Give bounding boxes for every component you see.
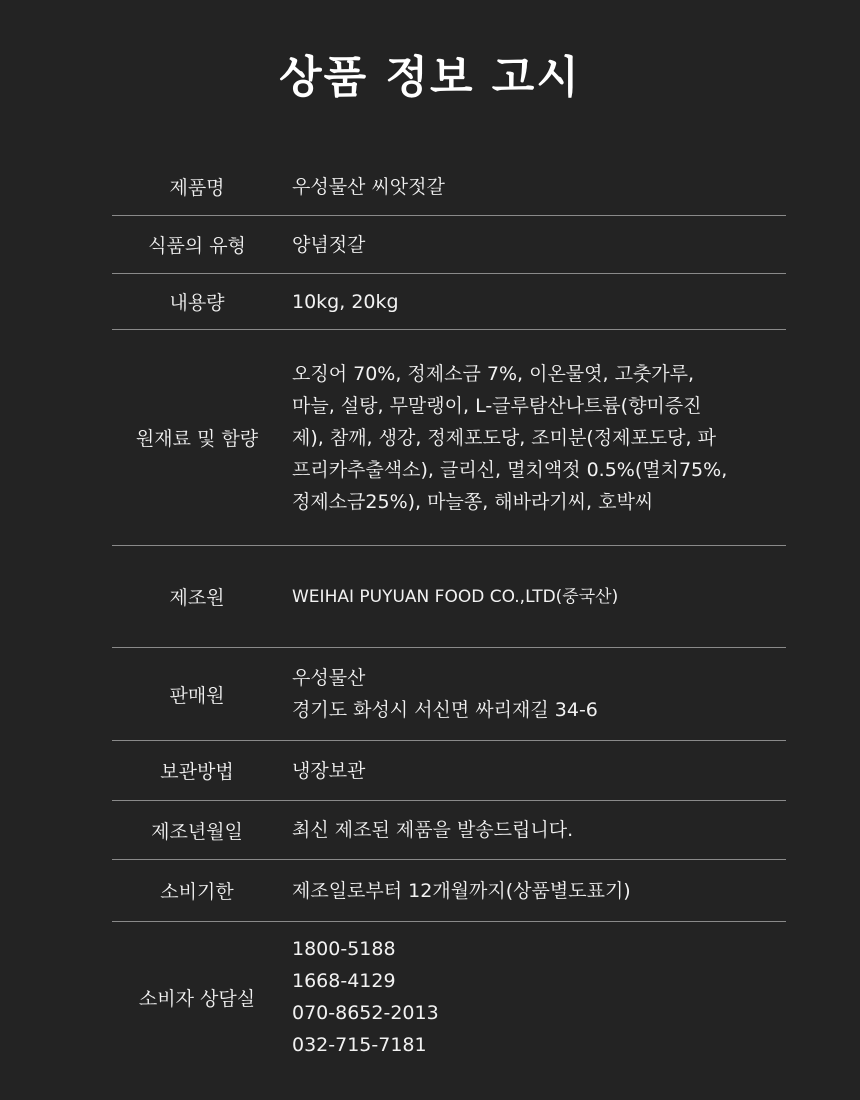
label-expiry: 소비기한 <box>160 881 234 903</box>
value-net-weight: 10kg, 20kg <box>292 290 399 313</box>
row-net-weight <box>112 274 786 330</box>
phone-number: 032-715-7181 <box>292 1034 427 1056</box>
phone-number: 1800-5188 <box>292 938 396 960</box>
label-product-name: 제품명 <box>169 177 225 199</box>
row-manufacture-date <box>112 801 786 860</box>
value-seller <box>282 662 786 726</box>
value-ingredients <box>282 358 786 518</box>
label-storage: 보관방법 <box>160 761 234 783</box>
value-consumer-center <box>282 933 786 1061</box>
product-info-table <box>112 158 786 1072</box>
value-storage: 냉장보관 <box>292 759 366 782</box>
value-product-name: 우성물산 씨앗젓갈 <box>292 175 445 198</box>
value-expiry: 제조일로부터 12개월까지(상품별도표기) <box>292 879 631 902</box>
row-food-type <box>112 216 786 274</box>
row-manufacturer <box>112 546 786 648</box>
label-consumer-center: 소비자 상담실 <box>138 987 256 1010</box>
phone-number: 1668-4129 <box>292 970 396 992</box>
row-product-name <box>112 158 786 216</box>
row-expiry <box>112 860 786 922</box>
seller-address: 경기도 화성시 서신면 싸리재길 34-6 <box>292 699 598 721</box>
ingredients-line: 정제소금25%), 마늘쫑, 해바라기씨, 호박씨 <box>292 490 654 513</box>
value-food-type: 양념젓갈 <box>292 233 366 256</box>
label-net-weight: 내용량 <box>169 292 225 314</box>
seller-name: 우성물산 <box>292 667 366 689</box>
label-manufacture-date: 제조년월일 <box>151 820 243 843</box>
value-manufacturer: WEIHAI PUYUAN FOOD CO.,LTD(중국산) <box>292 586 619 607</box>
label-food-type: 식품의 유형 <box>148 235 246 257</box>
label-ingredients: 원재료 및 함량 <box>135 428 259 450</box>
label-seller: 판매원 <box>169 684 225 707</box>
value-manufacture-date: 최신 제조된 제품을 발송드립니다. <box>292 819 574 841</box>
ingredients-line: 프리카추출색소), 글리신, 멸치액젓 0.5%(멸치75%, <box>292 458 728 481</box>
phone-number: 070-8652-2013 <box>292 1002 439 1024</box>
ingredients-line: 제), 참깨, 생강, 정제포도당, 조미분(정제포도당, 파 <box>292 426 716 449</box>
ingredients-line: 마늘, 설탕, 무말랭이, L-글루탐산나트륨(향미증진 <box>292 394 702 417</box>
row-consumer-center <box>112 922 786 1072</box>
label-manufacturer: 제조원 <box>169 587 225 609</box>
page-title: 상품 정보 고시 <box>279 52 581 103</box>
row-ingredients <box>112 330 786 546</box>
row-seller <box>112 648 786 741</box>
ingredients-line: 오징어 70%, 정제소금 7%, 이온물엿, 고춧가루, <box>292 362 695 385</box>
row-storage <box>112 741 786 801</box>
